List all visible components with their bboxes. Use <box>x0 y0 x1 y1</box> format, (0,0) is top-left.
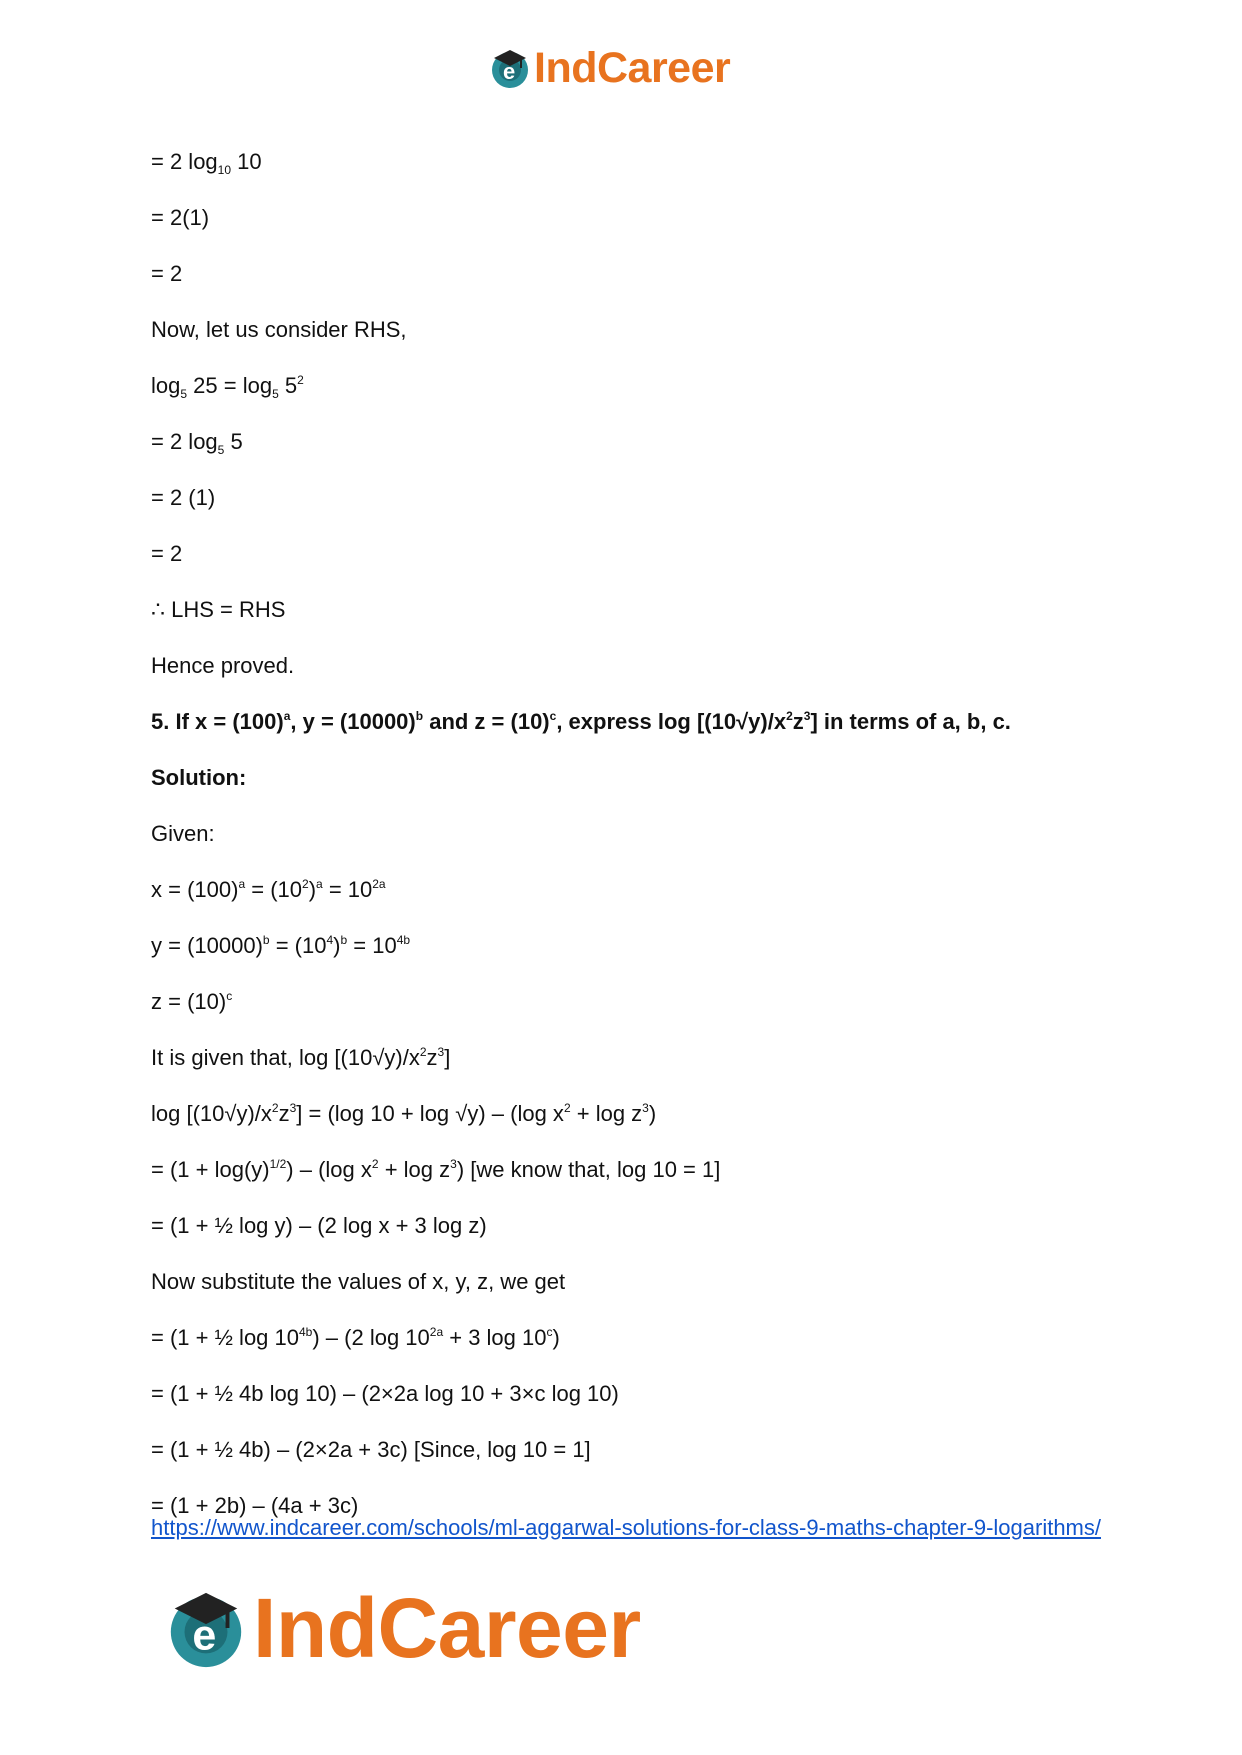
text-line <box>151 988 232 1016</box>
text-run: = (1 + ½ 4b) – (2×2a + 3c) [Since, log 10 = 1] <box>151 1437 591 1462</box>
source-link-anchor[interactable]: https://www.indcareer.com/schools/ml-aggarwal-solutions-for-class-9-maths-chapter-9-logarithms/ <box>151 1515 1101 1540</box>
superscript: a <box>316 877 323 891</box>
logo-emblem-icon <box>163 1585 249 1671</box>
text-run: Given: <box>151 821 215 846</box>
superscript: b <box>415 709 424 723</box>
text-line <box>151 764 246 792</box>
text-run: 10 <box>231 149 262 174</box>
superscript: 4b <box>396 933 411 947</box>
text-run: = 10 <box>322 877 373 902</box>
text-run: = 2 log <box>151 149 218 174</box>
superscript: 2 <box>271 1101 279 1115</box>
text-run: ) [we know that, log 10 = 1] <box>456 1157 721 1182</box>
text-line <box>151 876 386 904</box>
text-line <box>151 1100 656 1128</box>
text-run: ) – (log x <box>286 1157 372 1182</box>
subscript: 5 <box>272 387 279 401</box>
source-link[interactable] <box>151 1513 1111 1543</box>
text-line <box>151 708 1011 736</box>
text-run: + log z <box>378 1157 451 1182</box>
text-run: , y = (10000) <box>290 709 416 734</box>
text-run: = (1 + 2b) – (4a + 3c) <box>151 1493 359 1518</box>
superscript: 4 <box>326 933 334 947</box>
text-run: = (1 + ½ log y) – (2 log x + 3 log z) <box>151 1213 487 1238</box>
text-run: ) <box>308 877 317 902</box>
text-run: ) <box>648 1101 657 1126</box>
text-line <box>151 540 182 568</box>
superscript: 2 <box>297 373 304 387</box>
subscript: 5 <box>217 443 225 457</box>
text-line <box>151 1436 591 1464</box>
text-line <box>151 1268 565 1296</box>
superscript: 2a <box>429 1325 444 1339</box>
text-run: x = (100) <box>151 877 239 902</box>
text-line <box>151 428 243 456</box>
text-run: = (1 + log(y) <box>151 1157 270 1182</box>
text-line <box>151 204 209 232</box>
text-run: z = (10) <box>151 989 227 1014</box>
text-run: = 2 <box>151 261 183 286</box>
text-line <box>151 1044 450 1072</box>
logo-wordmark: IndCareer <box>534 43 731 92</box>
text-run: = 2 log <box>151 429 218 454</box>
text-run: = 2(1) <box>151 205 210 230</box>
logo-wordmark: IndCareer <box>253 1580 641 1675</box>
text-run: + log z <box>570 1101 643 1126</box>
text-run: ) – (2 log 10 <box>312 1325 430 1350</box>
text-run: and z = (10) <box>423 709 550 734</box>
footer-logo <box>163 1578 641 1678</box>
subscript: 5 <box>180 387 188 401</box>
text-run: ) <box>333 933 341 958</box>
superscript: c <box>546 1325 553 1339</box>
superscript: 3 <box>642 1101 649 1115</box>
superscript: 3 <box>437 1045 445 1059</box>
text-run: ] in terms of a, b, c. <box>810 709 1011 734</box>
text-run: ∴ LHS = RHS <box>151 597 286 622</box>
text-line <box>151 1156 720 1184</box>
logo-emblem-icon <box>488 46 532 90</box>
text-run: 5. If x = (100) <box>151 709 284 734</box>
superscript: 4b <box>299 1325 313 1339</box>
text-line <box>151 372 304 400</box>
superscript: a <box>283 709 291 723</box>
text-run: = 10 <box>347 933 397 958</box>
superscript: 3 <box>803 709 811 723</box>
text-line <box>151 652 294 680</box>
text-run: ] = (log 10 + log √y) – (log x <box>296 1101 564 1126</box>
text-run: log <box>151 373 181 398</box>
text-run: = 2 (1) <box>151 485 216 510</box>
superscript: 3 <box>450 1157 457 1171</box>
text-line <box>151 1380 619 1408</box>
text-run: + 3 log 10 <box>443 1325 547 1350</box>
header-logo <box>488 40 730 96</box>
text-run: Now substitute the values of x, y, z, we get <box>151 1269 566 1294</box>
text-run: z <box>792 709 804 734</box>
text-line <box>151 932 410 960</box>
subscript: 10 <box>217 163 232 177</box>
superscript: 2a <box>372 877 386 891</box>
text-run: It is given that, log [(10√y)/x <box>151 1045 420 1070</box>
text-run: Hence proved. <box>151 653 295 678</box>
text-run: ) <box>552 1325 560 1350</box>
text-run: 5 <box>278 373 298 398</box>
text-run: = (10 <box>245 877 302 902</box>
text-line <box>151 260 182 288</box>
superscript: b <box>340 933 348 947</box>
text-line <box>151 596 285 624</box>
superscript: 1/2 <box>269 1157 287 1171</box>
superscript: 2 <box>371 1157 379 1171</box>
text-run: z <box>426 1045 438 1070</box>
superscript: b <box>262 933 270 947</box>
text-run: y = (10000) <box>151 933 263 958</box>
superscript: c <box>549 709 557 723</box>
text-run: log [(10√y)/x <box>151 1101 272 1126</box>
text-run: = (1 + ½ log 10 <box>151 1325 299 1350</box>
logo-initial: e <box>503 59 516 84</box>
text-run: Solution: <box>151 765 247 790</box>
text-line <box>151 148 262 176</box>
text-run: Now, let us consider RHS, <box>151 317 407 342</box>
text-line <box>151 316 407 344</box>
text-run: = (1 + ½ 4b log 10) – (2×2a log 10 + 3×c log 10) <box>151 1381 619 1406</box>
text-run: 25 = log <box>187 373 273 398</box>
text-run: 5 <box>224 429 243 454</box>
superscript: 3 <box>289 1101 297 1115</box>
superscript: 2 <box>786 709 793 723</box>
text-run: , express log [(10√y)/x <box>556 709 787 734</box>
logo-initial: e <box>192 1611 217 1660</box>
text-line <box>151 1324 560 1352</box>
superscript: a <box>238 877 246 891</box>
text-line <box>151 1212 487 1240</box>
superscript: 2 <box>563 1101 571 1115</box>
text-run: z <box>278 1101 290 1126</box>
text-run: = (10 <box>269 933 327 958</box>
superscript: 2 <box>419 1045 427 1059</box>
text-line <box>151 820 215 848</box>
text-line <box>151 484 215 512</box>
text-run: = 2 <box>151 541 183 566</box>
superscript: 2 <box>302 877 309 891</box>
superscript: c <box>226 989 233 1003</box>
text-run: ] <box>444 1045 451 1070</box>
